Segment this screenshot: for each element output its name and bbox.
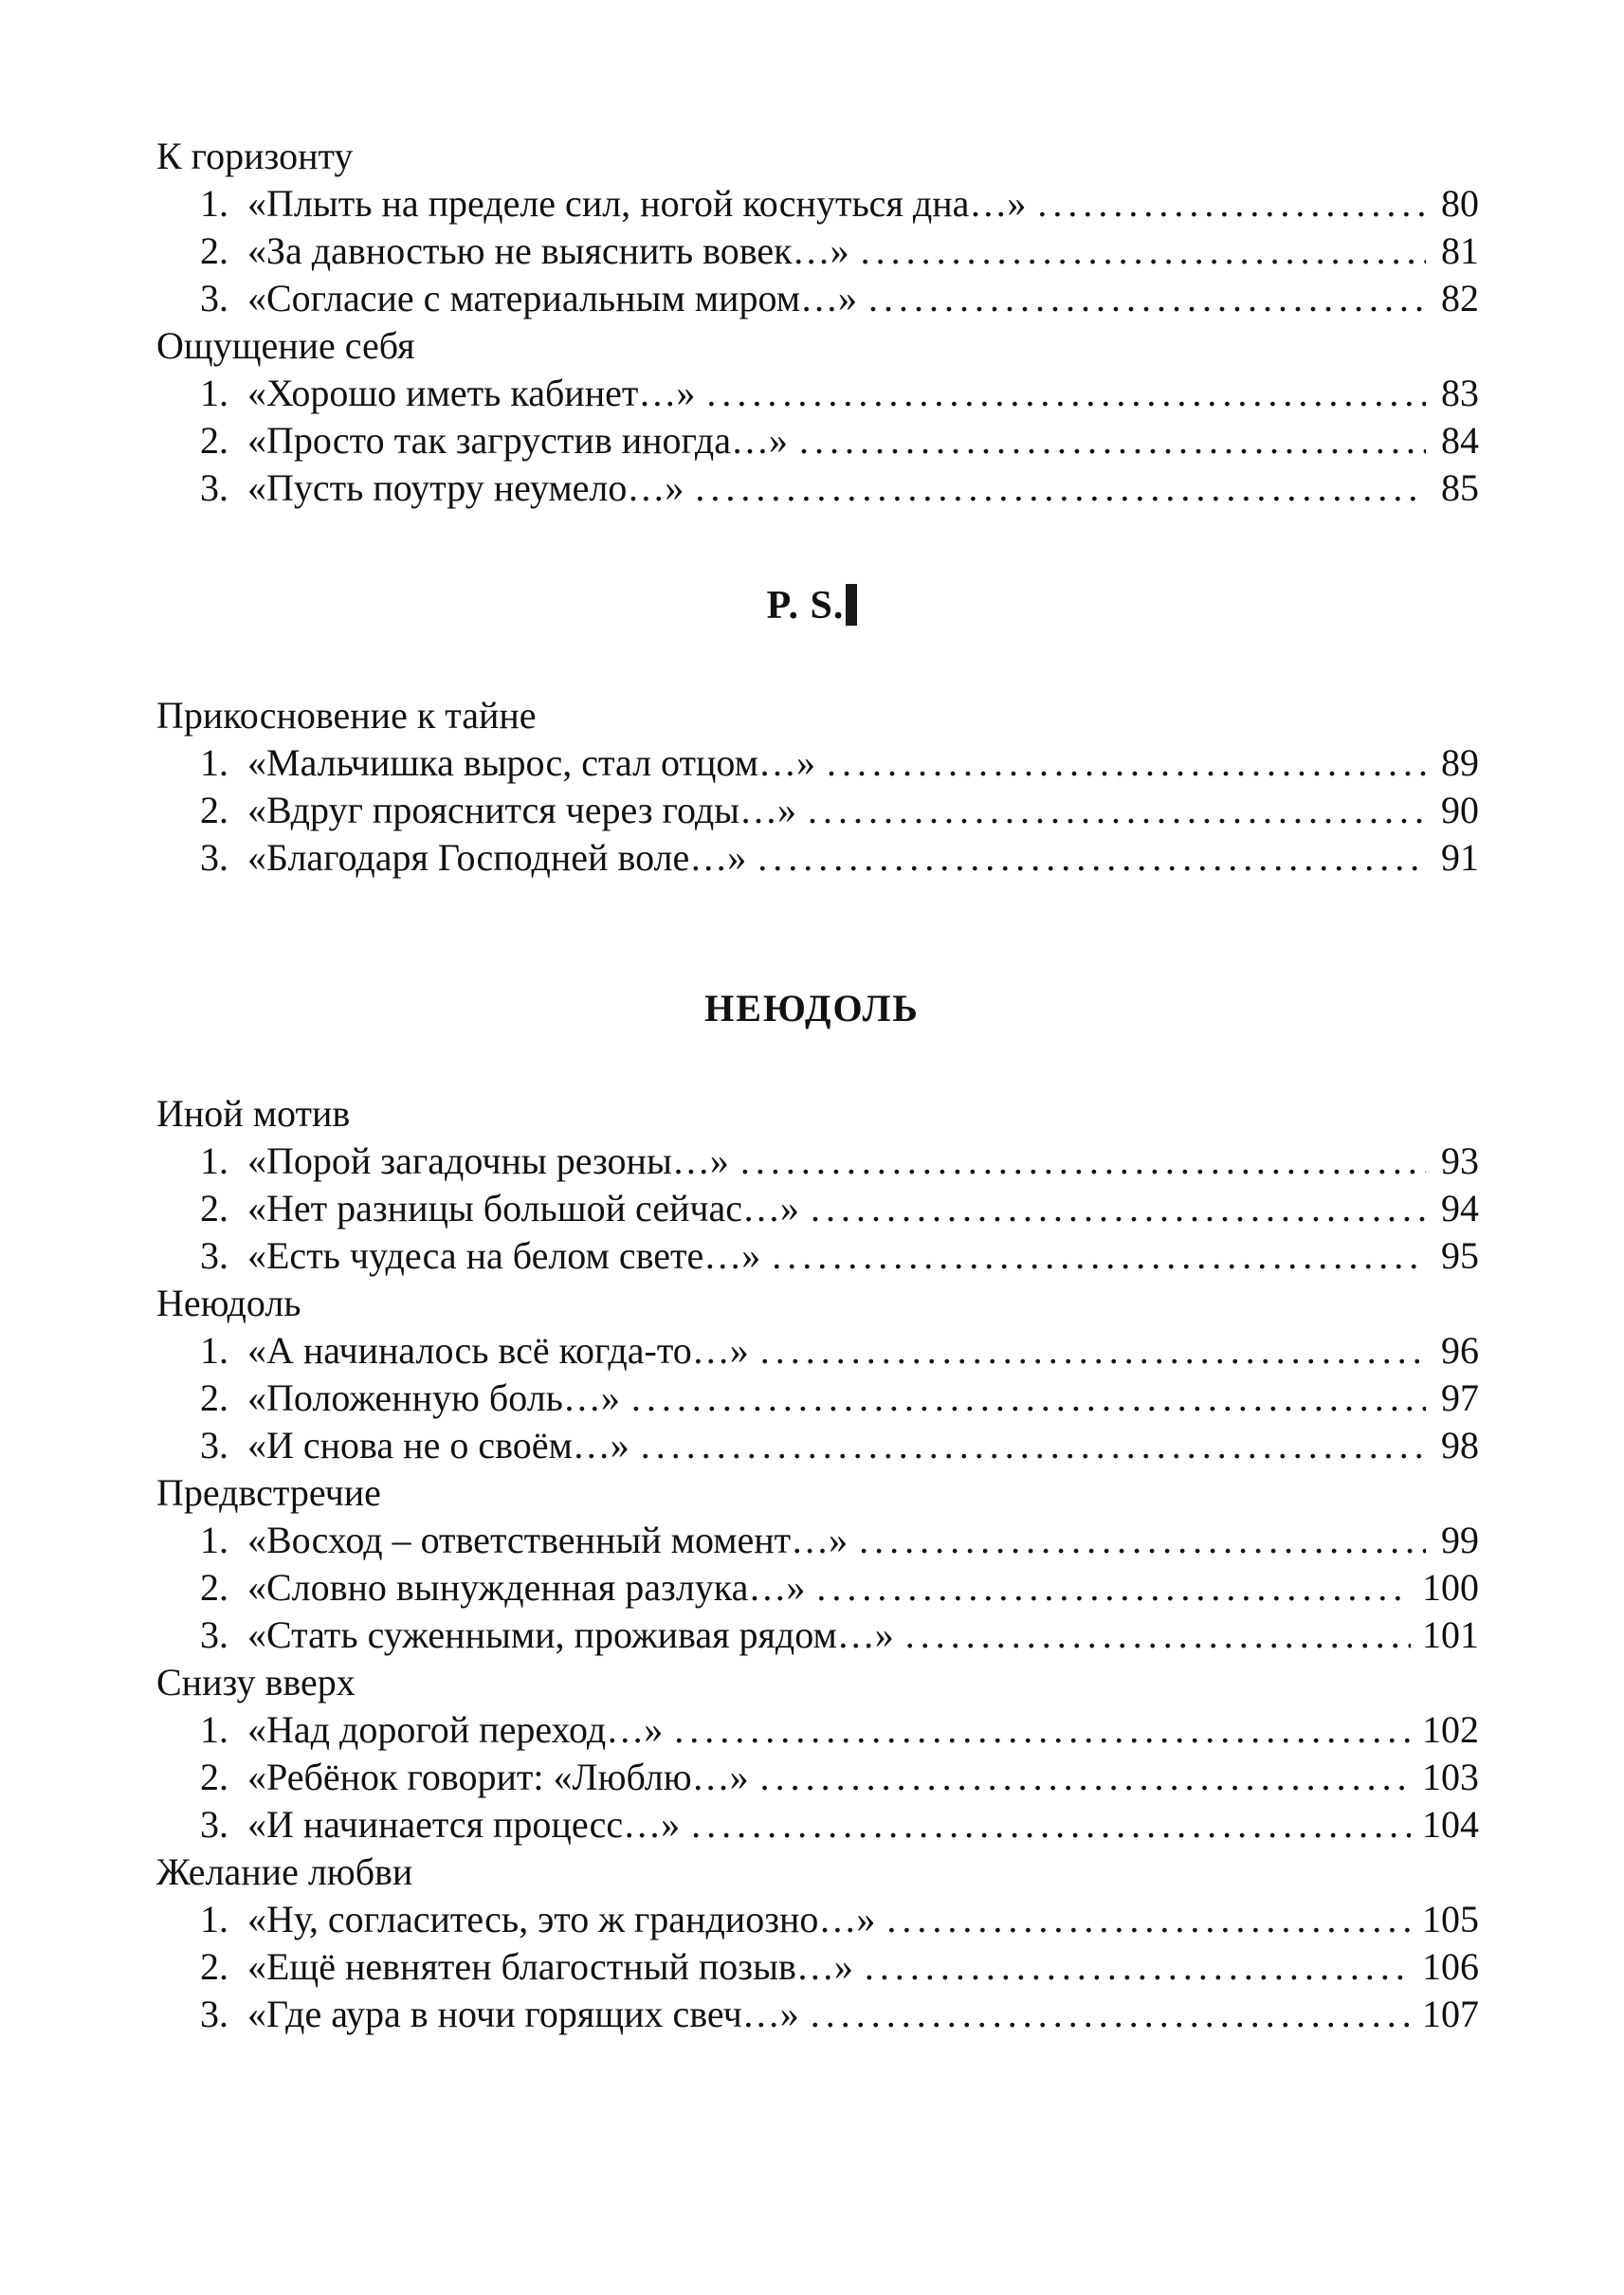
entry-title: «Пусть поутру неумело…»	[247, 466, 684, 509]
entry-page-number: 90	[1441, 789, 1479, 831]
dot-leader	[799, 417, 1426, 464]
toc-entry[interactable]	[156, 228, 1479, 275]
toc-group-title: Снизу вверх	[156, 1661, 356, 1703]
entry-page-number: 85	[1441, 466, 1479, 509]
dot-leader	[641, 1422, 1426, 1469]
entry-page-number: 83	[1441, 372, 1479, 414]
toc-entry[interactable]	[156, 1185, 1479, 1232]
toc-entry[interactable]	[156, 1375, 1479, 1422]
dot-leader	[760, 1327, 1426, 1375]
entry-page-number: 95	[1441, 1234, 1479, 1277]
dot-leader	[859, 1517, 1426, 1564]
toc-entry[interactable]	[156, 1706, 1479, 1754]
toc-group-title: Иной мотив	[156, 1092, 351, 1135]
entry-title: «Ребёнок говорит: «Люблю…»	[247, 1756, 749, 1798]
entry-number: 3.	[200, 1613, 228, 1656]
entry-number: 3.	[200, 1424, 228, 1466]
entry-number: 3.	[200, 1803, 228, 1846]
toc-group-title: К горизонту	[156, 135, 354, 177]
dot-leader	[691, 1801, 1411, 1849]
entry-page-number: 99	[1441, 1519, 1479, 1561]
entry-title: «Есть чудеса на белом свете…»	[247, 1234, 761, 1277]
entry-title: «Ну, согласитесь, это ж грандиозно…»	[247, 1898, 876, 1940]
entry-title: «Над дорогой переход…»	[247, 1708, 664, 1751]
entry-number: 3.	[200, 1234, 228, 1277]
toc-block-neudol	[156, 1090, 1479, 2038]
entry-number: 2.	[200, 1945, 228, 1988]
toc-group-title: Неюдоль	[156, 1282, 301, 1324]
dot-leader	[772, 1232, 1426, 1280]
entry-page-number: 102	[1422, 1708, 1479, 1751]
dot-leader	[811, 1991, 1411, 2038]
toc-group-title: Желание любви	[156, 1850, 413, 1893]
entry-title: «Стать суженными, проживая рядом…»	[247, 1613, 894, 1656]
toc-entry[interactable]	[156, 1232, 1479, 1280]
entry-page-number: 93	[1441, 1139, 1479, 1182]
entry-number: 1.	[200, 372, 228, 414]
entry-title: «Плыть на пределе сил, ногой коснуться дна…»	[247, 182, 1027, 225]
entry-number: 1.	[200, 1329, 228, 1372]
toc-group-title: Предвстречие	[156, 1471, 381, 1514]
entry-number: 2.	[200, 1566, 228, 1609]
entry-page-number: 94	[1441, 1187, 1479, 1229]
entry-number: 1.	[200, 1139, 228, 1182]
entry-title: «За давностью не выяснить вовек…»	[247, 229, 849, 272]
dot-leader	[861, 228, 1426, 275]
toc-entry[interactable]	[156, 180, 1479, 228]
entry-page-number: 82	[1441, 277, 1479, 319]
entry-title: «Хорошо иметь кабинет…»	[247, 372, 696, 414]
toc-entry[interactable]	[156, 1327, 1479, 1375]
entry-page-number: 98	[1441, 1424, 1479, 1466]
scan-artifact-mark	[846, 584, 857, 626]
entry-title: «Восход – ответственный момент…»	[247, 1519, 848, 1561]
entry-number: 2.	[200, 419, 228, 462]
toc-entry[interactable]	[156, 1754, 1479, 1801]
entry-number: 3.	[200, 466, 228, 509]
entry-title: «Где аура в ночи горящих свеч…»	[247, 1993, 799, 2035]
entry-title: «Словно вынужденная разлука…»	[247, 1566, 806, 1609]
entry-title: «Положенную боль…»	[247, 1376, 620, 1419]
dot-leader	[695, 464, 1426, 512]
toc-entry[interactable]	[156, 1943, 1479, 1991]
dot-leader	[816, 1564, 1411, 1612]
entry-page-number: 84	[1441, 419, 1479, 462]
toc-entry[interactable]	[156, 370, 1479, 417]
entry-number: 1.	[200, 182, 228, 225]
entry-title: «Вдруг прояснится через годы…»	[247, 789, 797, 831]
dot-leader	[631, 1375, 1426, 1422]
entry-page-number: 91	[1441, 836, 1479, 879]
entry-title: «Порой загадочны резоны…»	[247, 1139, 729, 1182]
toc-entry[interactable]	[156, 787, 1479, 834]
entry-title: «Мальчишка вырос, стал отцом…»	[247, 741, 815, 784]
toc-entry[interactable]	[156, 464, 1479, 512]
toc-block-ps	[156, 692, 1479, 882]
section-title-text: P. S.	[766, 584, 845, 628]
entry-title: «Просто так загрустив иногда…»	[247, 419, 789, 462]
entry-page-number: 105	[1422, 1898, 1479, 1940]
dot-leader	[886, 1896, 1411, 1943]
dot-leader	[757, 834, 1426, 882]
dot-leader	[811, 1185, 1426, 1232]
entry-page-number: 103	[1422, 1756, 1479, 1798]
entry-title: «Нет разницы большой сейчас…»	[247, 1187, 800, 1229]
entry-page-number: 81	[1441, 229, 1479, 272]
section-title-neudol: НЕЮДОЛЬ	[704, 987, 920, 1029]
entry-page-number: 104	[1422, 1803, 1479, 1846]
dot-leader	[1037, 180, 1426, 228]
dot-leader	[868, 275, 1426, 322]
toc-entry[interactable]	[156, 1612, 1479, 1659]
entry-page-number: 96	[1441, 1329, 1479, 1372]
entry-page-number: 101	[1422, 1613, 1479, 1656]
dot-leader	[674, 1706, 1411, 1754]
dot-leader	[808, 787, 1426, 834]
toc-block-continuation	[156, 133, 1479, 512]
entry-page-number: 89	[1441, 741, 1479, 784]
toc-group-title: Прикосновение к тайне	[156, 694, 537, 737]
toc-entry[interactable]	[156, 417, 1479, 464]
toc-entry[interactable]	[156, 1422, 1479, 1469]
entry-number: 3.	[200, 836, 228, 879]
toc-entry[interactable]	[156, 275, 1479, 322]
toc-entry[interactable]	[156, 1896, 1479, 1943]
dot-leader	[706, 370, 1426, 417]
toc-entry[interactable]	[156, 1991, 1479, 2038]
entry-title: «Ещё невнятен благостный позыв…»	[247, 1945, 853, 1988]
entry-number: 2.	[200, 789, 228, 831]
entry-title: «Благодаря Господней воле…»	[247, 836, 747, 879]
entry-number: 2.	[200, 1756, 228, 1798]
dot-leader	[760, 1754, 1411, 1801]
dot-leader	[865, 1943, 1411, 1991]
toc-entry[interactable]	[156, 1801, 1479, 1849]
entry-page-number: 80	[1441, 182, 1479, 225]
entry-title: «И снова не о своём…»	[247, 1424, 630, 1466]
entry-number: 2.	[200, 1187, 228, 1229]
dot-leader	[905, 1612, 1411, 1659]
dot-leader	[740, 1138, 1426, 1185]
toc-entry[interactable]	[156, 1564, 1479, 1612]
toc-group-title: Ощущение себя	[156, 324, 415, 367]
entry-number: 3.	[200, 1993, 228, 2035]
entry-number: 1.	[200, 1519, 228, 1561]
entry-number: 2.	[200, 229, 228, 272]
toc-entry[interactable]	[156, 739, 1479, 787]
entry-number: 1.	[200, 1708, 228, 1751]
toc-entry[interactable]	[156, 1138, 1479, 1185]
entry-number: 1.	[200, 1898, 228, 1940]
entry-page-number: 107	[1422, 1993, 1479, 2035]
entry-title: «Согласие с материальным миром…»	[247, 277, 858, 319]
entry-number: 1.	[200, 741, 228, 784]
entry-page-number: 100	[1422, 1566, 1479, 1609]
entry-page-number: 97	[1441, 1376, 1479, 1419]
toc-entry[interactable]	[156, 1517, 1479, 1564]
section-title-ps	[0, 583, 1624, 628]
toc-entry[interactable]	[156, 834, 1479, 882]
entry-number: 3.	[200, 277, 228, 319]
entry-number: 2.	[200, 1376, 228, 1419]
entry-title: «И начинается процесс…»	[247, 1803, 681, 1846]
entry-page-number: 106	[1422, 1945, 1479, 1988]
dot-leader	[827, 739, 1426, 787]
entry-title: «А начиналось всё когда-то…»	[247, 1329, 749, 1372]
